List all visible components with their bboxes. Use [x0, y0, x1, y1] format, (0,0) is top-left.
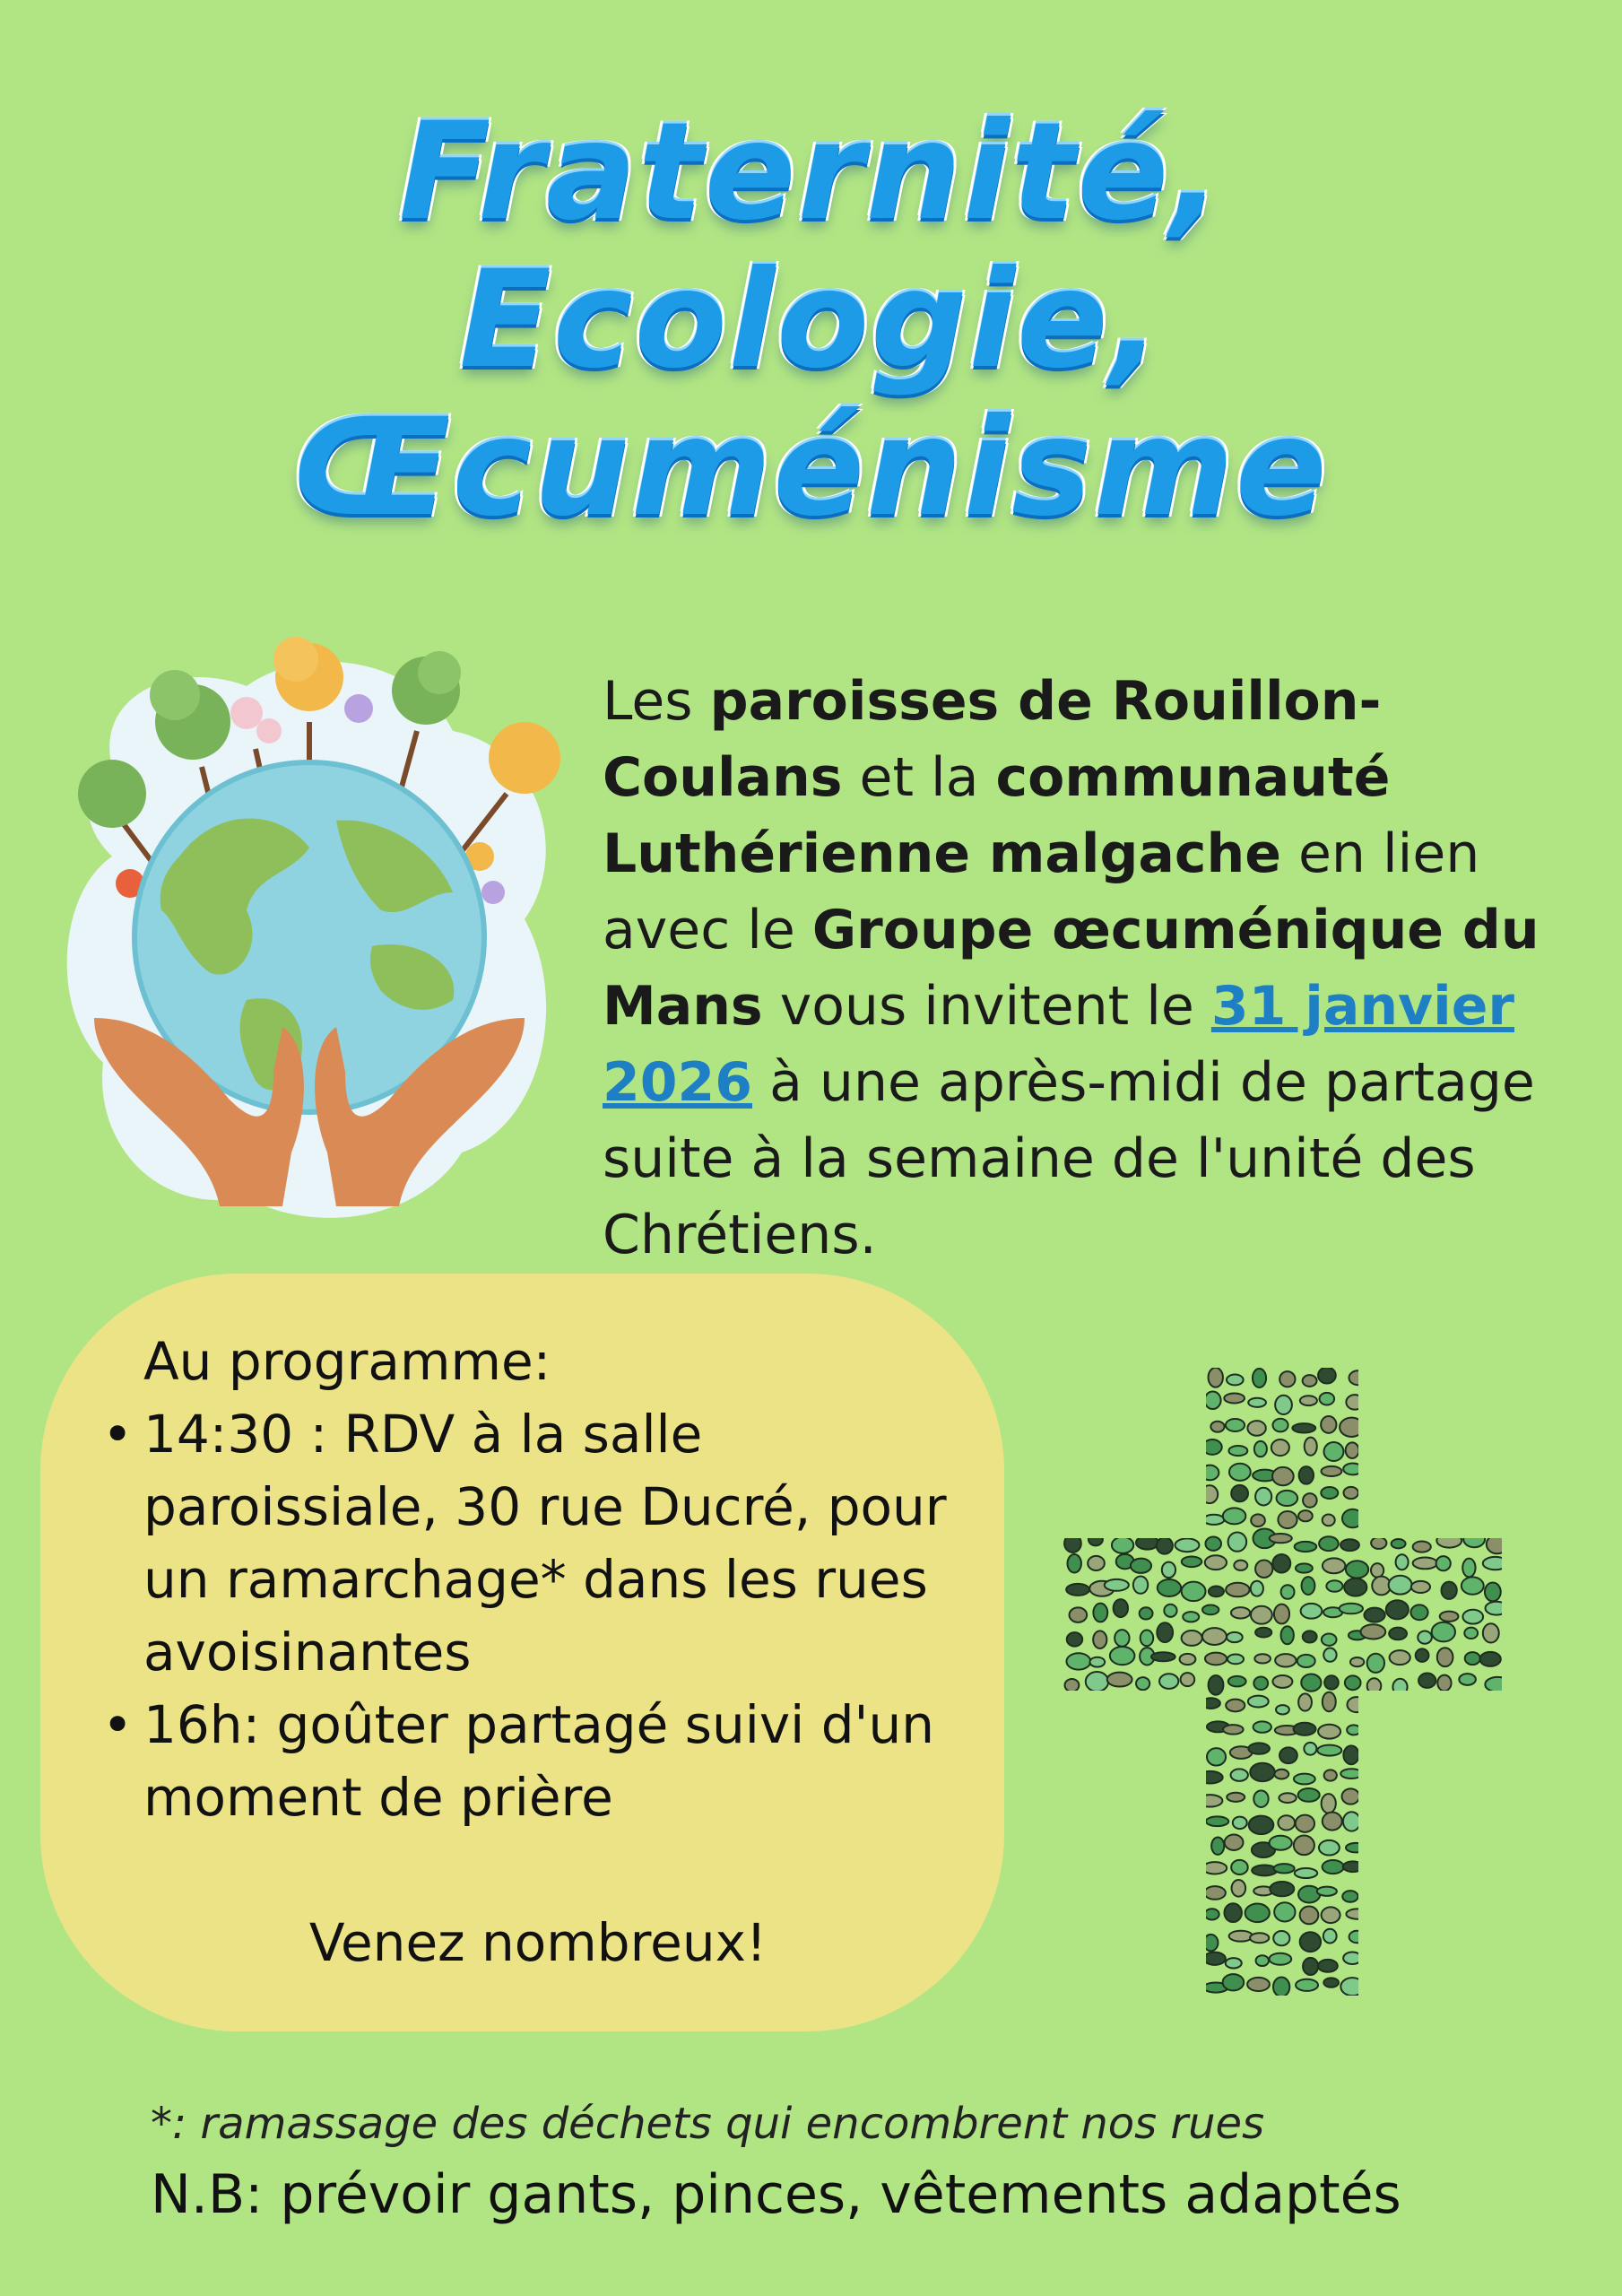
poster-title — [0, 94, 1622, 546]
intro-text-1: Les — [603, 670, 710, 733]
intro-paragraph — [603, 664, 1598, 1274]
title-line-1: Fraternité, — [398, 94, 1224, 250]
intro-text-2: et la — [842, 746, 996, 809]
program-item-text: 14:30 : RDV à la salle paroissiale, 30 rue Ducré, pour un ramarchage* dans les rues avoisinantes — [143, 1404, 947, 1683]
title-line-2: Ecologie, — [459, 242, 1163, 398]
intro-group: Groupe œcuménique du Mans — [603, 899, 1540, 1038]
intro-community: communauté Luthérienne malgache — [603, 746, 1391, 885]
title-line-3: Œcuménisme — [293, 390, 1329, 546]
program-item — [90, 1398, 986, 1689]
program-closing: Venez nombreux! — [308, 1912, 768, 1973]
program-item — [90, 1689, 986, 1834]
program-heading: Au programme: — [143, 1331, 551, 1392]
intro-parishes: paroisses de Rouillon-Coulans — [603, 670, 1382, 809]
footnote: *: ramassage des déchets qui encombrent nos rues — [151, 2099, 1265, 2149]
program-list — [90, 1398, 986, 1834]
nb-note: N.B: prévoir gants, pinces, vêtements adaptés — [151, 2163, 1401, 2226]
intro-text-5: à une après-midi de partage suite à la semaine de l'unité des Chrétiens. — [603, 1051, 1535, 1266]
event-date-link[interactable]: 31 janvier 2026 — [603, 975, 1514, 1114]
bullet: • — [102, 1404, 134, 1465]
floral-cross-icon — [1063, 1368, 1502, 1996]
program-item-text: 16h: goûter partagé suivi d'un moment de prière — [143, 1694, 934, 1828]
bullet: • — [102, 1694, 134, 1755]
intro-text-4: vous invitent le — [762, 975, 1211, 1038]
intro-text-3: en lien avec le — [603, 822, 1480, 961]
earth-in-hands-icon — [40, 623, 578, 1233]
program-box — [40, 1274, 1004, 2031]
